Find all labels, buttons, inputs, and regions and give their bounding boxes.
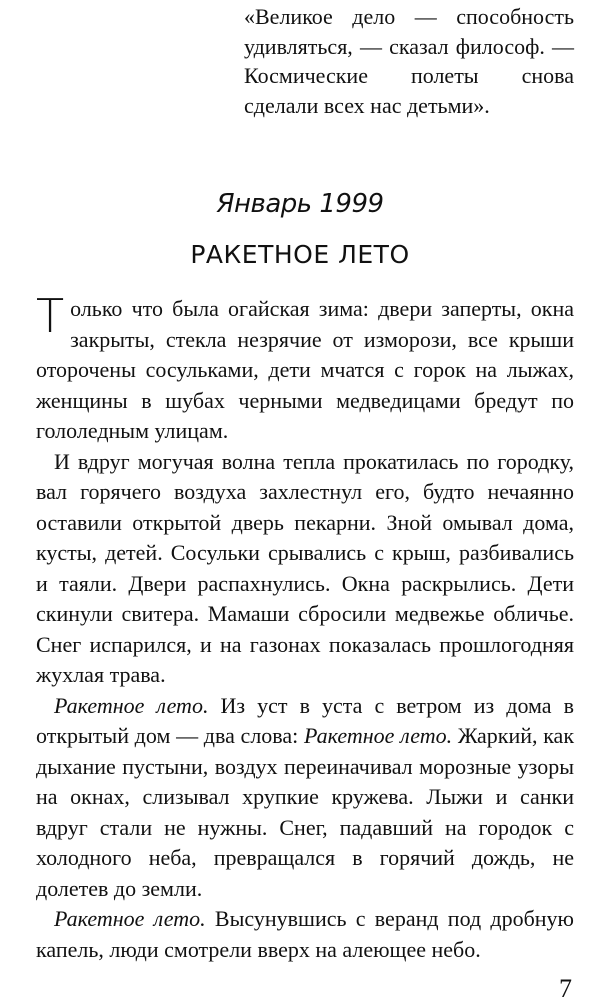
chapter-body [36, 289, 575, 965]
epigraph: «Великое дело — способность удивляться, — сказал философ. — Космические полеты снова сделали всех нас детьми». [244, 4, 574, 118]
paragraph-4 [36, 904, 574, 965]
paragraph-4-emphasis: Ракетное лето. [54, 906, 206, 931]
chapter-title: РАКЕТНОЕ ЛЕТО [190, 240, 410, 269]
paragraph-3-text-1: Из уст в уста с ветром из дома в открытый дом — два слова: [36, 692, 575, 748]
paragraph-3 [36, 691, 574, 905]
paragraph-3-emphasis-2: Ракетное лето. [304, 723, 453, 748]
paragraph-1 [36, 289, 574, 447]
chapter-date: Январь 1999 [216, 189, 384, 219]
paragraph-4-text: Высунувшись с веранд под дробную капель, люди смотрели вверх на алеющее небо. [36, 906, 574, 962]
paragraph-3-emphasis-1: Ракетное лето. [54, 692, 209, 718]
paragraph-2: И вдруг могучая волна тепла прокатилась по городку, вал горячего воздуха захлестнул его, будто нечаянно оставили открытой дверь пекарни. Зной омывал дома, кусты, детей. Сосульки срывались с крыш, разбивались и таяли. Двери распахнулись. Окна раскрылись. Дети скинули свитера. Мамаши сбросили медвежье обличье. Снег испарился, и на газонах показалась прошлогодняя жухлая трава. [36, 448, 574, 687]
drop-cap: Т [36, 289, 65, 343]
paragraph-1-text: олько что была огайская зима: двери заперты, окна закрыты, стекла незрячие от изморози, все крыши оторочены сосульками, дети мчатся с горок на лыжах, женщины в шубах черными медведицами бредут по гололедным улицам. [36, 296, 574, 443]
paragraph-3-text-2: Жаркий, как дыхание пустыни, воздух переиначивал морозные узоры на окнах, слизывал хрупкие кружева. Лыжи и санки вдруг стали не нужны. Снег, падавший на городок с холодного неба, превращался в горячий дождь, не долетев до земли. [36, 723, 575, 901]
page-number: 7 [559, 974, 572, 1003]
